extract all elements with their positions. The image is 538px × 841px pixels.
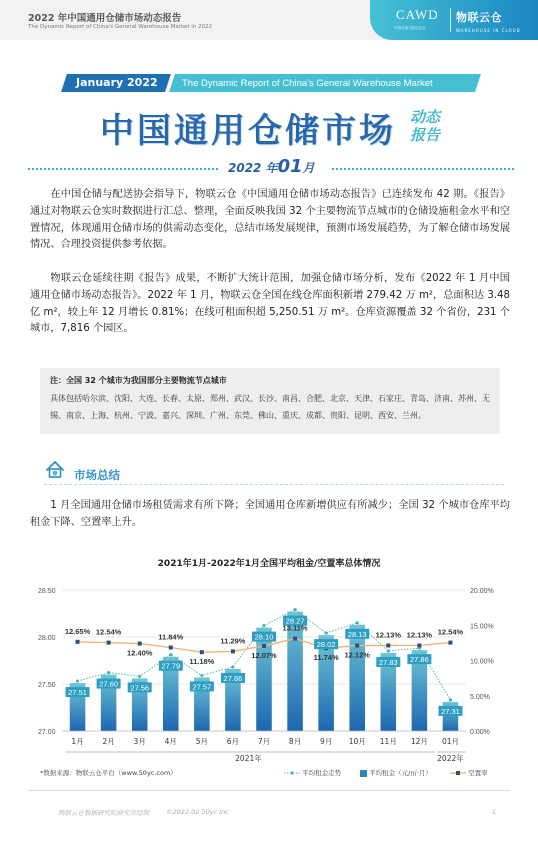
rent-data-label: 27.86 xyxy=(409,655,429,665)
x-tick-label: 1月 xyxy=(71,737,84,746)
intro-paragraph-2: 物联云仓延续往期《报告》成果，不断扩大统计范围，加强仓储市场分析，发布《2022 年 1 月中国通用仓储市场动态报告》。2022 年 1 月，物联云仓全国在线仓库面积新增 279.42 万 m²，总面积达 3.48 亿 m²，较上年 12 月增长 0.81%；在线可租面积超 5,250.51 万 m²。仓库资源覆盖 32 个省份，231 个城市，7,816 个园区。 xyxy=(30,273,510,335)
rent-data-label: 28.10 xyxy=(254,632,274,642)
vacancy-data-label: 12.40% xyxy=(126,648,153,658)
legend-vacancy-swatch xyxy=(450,770,466,776)
rent-data-label: 27.79 xyxy=(161,661,181,671)
vacancy-data-label: 12.07% xyxy=(251,650,277,660)
chart-source: *数据来源：物联云仓平台（www.50yc.com） xyxy=(40,769,177,777)
y-right-tick-label: 5.00% xyxy=(470,693,490,701)
rent-trend-point xyxy=(325,632,328,635)
legend-vacancy-label: 空置率 xyxy=(468,769,488,777)
rent-trend-point xyxy=(231,665,234,668)
rent-data-label: 27.57 xyxy=(192,682,212,692)
vacancy-data-label: 11.74% xyxy=(313,653,339,663)
y-right-tick-label: 20.00% xyxy=(470,588,494,595)
x-tick-label: 6月 xyxy=(226,737,240,746)
legend-rent-label: 平均租金（元/㎡·月） xyxy=(369,769,432,777)
legend-rent-swatch xyxy=(360,770,367,777)
wlyc-logo: 物联云仓 xyxy=(456,11,502,24)
vacancy-data-label: 12.54% xyxy=(95,627,122,637)
vacancy-data-label: 12.54% xyxy=(437,627,464,637)
legend-trend-swatch xyxy=(284,770,300,776)
city-note-body: 具体包括哈尔滨、沈阳、大连、长春、太原、郑州、武汉、长沙、南昌、合肥、北京、天津、石家庄、青岛、济南、苏州、无锡、南京、上海、杭州、宁波、嘉兴、深圳、广州、东莞、佛山、重庆、成都、贵阳、昆明、西安、兰州。 xyxy=(50,394,490,420)
main-title-side-1: 动态 xyxy=(410,108,441,126)
x-tick-label: 9月 xyxy=(320,737,333,746)
vacancy-point xyxy=(138,642,142,646)
x-tick-label: 10月 xyxy=(348,737,366,746)
y-left-tick-label: 27.00 xyxy=(38,729,56,736)
banner-month: January 2022 xyxy=(76,76,158,89)
vacancy-point xyxy=(293,637,297,641)
x-tick-label: 7月 xyxy=(257,737,271,746)
rent-data-label: 27.66 xyxy=(223,673,243,683)
report-date-month: 01 xyxy=(277,156,303,177)
x-tick-label: 12月 xyxy=(410,737,428,746)
vacancy-data-label: 11.29% xyxy=(220,636,246,646)
rent-bar xyxy=(349,625,365,731)
chart-title: 2021年1月-2022年1月全国平均租金/空置率总体情况 xyxy=(157,559,381,569)
rent-trend-point xyxy=(169,653,172,656)
rent-data-label: 27.83 xyxy=(378,657,398,667)
vacancy-point xyxy=(169,646,173,650)
vacancy-data-label: 11.84% xyxy=(158,632,184,642)
y-right-tick-label: 10.00% xyxy=(470,658,494,666)
vacancy-point xyxy=(262,644,266,648)
year-label-2022: 2022年 xyxy=(437,754,464,763)
x-tick-label: 2月 xyxy=(102,737,115,746)
cawd-logo-subtitle: 中国仓储与配送协会 xyxy=(394,26,426,30)
legend-trend-label: 平均租金走势 xyxy=(302,769,342,777)
report-date-year: 2022 年 xyxy=(228,161,278,175)
rent-data-label: 27.60 xyxy=(99,679,119,689)
city-note-heading: 注：全国 32 个城市为我国部分主要物流节点城市 xyxy=(50,376,227,385)
main-title-side-2: 报告 xyxy=(410,126,441,144)
y-left-tick-label: 27.50 xyxy=(38,682,56,689)
vacancy-point xyxy=(386,643,390,647)
vacancy-data-label: 12.12% xyxy=(344,650,370,660)
x-tick-label: 11月 xyxy=(379,737,397,746)
vacancy-data-label: 12.13% xyxy=(375,630,402,640)
main-title: 中国通用仓储市场 xyxy=(100,111,396,151)
y-left-tick-label: 28.50 xyxy=(38,588,56,595)
page-number: 1 xyxy=(491,808,496,816)
x-tick-label: 4月 xyxy=(164,737,177,746)
rent-bar xyxy=(256,628,272,731)
rent-trend-point xyxy=(200,674,203,677)
y-left-tick-label: 28.00 xyxy=(38,635,56,642)
footer-divider xyxy=(28,790,510,791)
header-title: 2022 年中国通用仓储市场动态报告 xyxy=(28,13,182,24)
vacancy-data-label: 11.18% xyxy=(189,657,215,667)
x-tick-label: 01月 xyxy=(441,737,459,746)
section-summary: 1 月全国通用仓储市场租赁需求有所下降；全国通用仓库新增供应有所减少；全国 32 个城市仓库平均租金下降、空置率上升。 xyxy=(30,500,510,529)
y-right-tick-label: 15.00% xyxy=(470,623,494,631)
wlyc-logo-subtitle: WAREHOUSE IN CLOUD xyxy=(456,28,521,33)
vacancy-point xyxy=(107,641,111,645)
rent-data-label: 28.02 xyxy=(316,640,336,650)
vacancy-data-label: 12.13% xyxy=(406,630,433,640)
x-tick-label: 3月 xyxy=(133,737,146,746)
rent-data-label: 27.51 xyxy=(68,688,87,698)
rent-data-label: 27.56 xyxy=(130,683,150,693)
vacancy-point xyxy=(231,649,235,653)
rent-trend-point xyxy=(449,698,452,701)
rent-data-label: 28.27 xyxy=(285,616,305,626)
rent-trend-point xyxy=(293,608,296,611)
x-tick-label: 5月 xyxy=(195,737,208,746)
x-tick-label: 8月 xyxy=(288,737,302,746)
header-subtitle: The Dynamic Report of China's General Warehouse Market in 2022 xyxy=(28,24,213,30)
cawd-logo: CAWD xyxy=(396,7,439,22)
intro-paragraph-1: 在中国仓储与配送协会指导下，物联云仓《中国通用仓储市场动态报告》已连续发布 42 期。《报告》通过对物联云仓实时数据进行汇总、整理，全面反映我国 32 个主要物流节点城市的仓储设施租金水平和空置情况，体现通用仓储市场的供需动态变化，总结市场发展规律，预测市场发展趋势，为了解仓储市场发展情况、合理投资提供参考依据。 xyxy=(30,189,510,251)
footer-credit: 物联云仓数据研究院研究及绘制 xyxy=(58,809,149,817)
banner-english-title: The Dynamic Report of China's General Warehouse Market xyxy=(182,78,433,89)
rent-trend-point xyxy=(138,675,141,678)
legend-vacancy xyxy=(450,768,488,777)
rent-trend-point xyxy=(356,621,359,624)
vacancy-data-label: 12.65% xyxy=(64,626,91,636)
vacancy-point xyxy=(417,643,421,647)
vacancy-point xyxy=(76,640,80,644)
rent-trend-point xyxy=(387,649,390,652)
vacancy-point xyxy=(448,641,452,645)
report-date-unit: 月 xyxy=(302,161,315,175)
year-label-2021: 2021年 xyxy=(235,754,262,763)
y-right-tick-label: 0.00% xyxy=(470,729,490,736)
footer-copyright: ©2022.02 50yc Inc xyxy=(166,808,229,816)
rent-trend-point xyxy=(107,671,110,674)
rent-data-label: 28.13 xyxy=(347,629,367,639)
legend-trend xyxy=(284,768,341,777)
section-title: 市场总结 xyxy=(74,468,120,482)
rent-trend-point xyxy=(262,624,265,627)
vacancy-data-label: 13.11% xyxy=(282,623,308,633)
legend-rent xyxy=(360,768,432,777)
rent-trend-point xyxy=(76,679,79,682)
rent-data-label: 27.31 xyxy=(441,706,460,716)
vacancy-point xyxy=(355,644,359,648)
vacancy-point xyxy=(200,650,204,654)
